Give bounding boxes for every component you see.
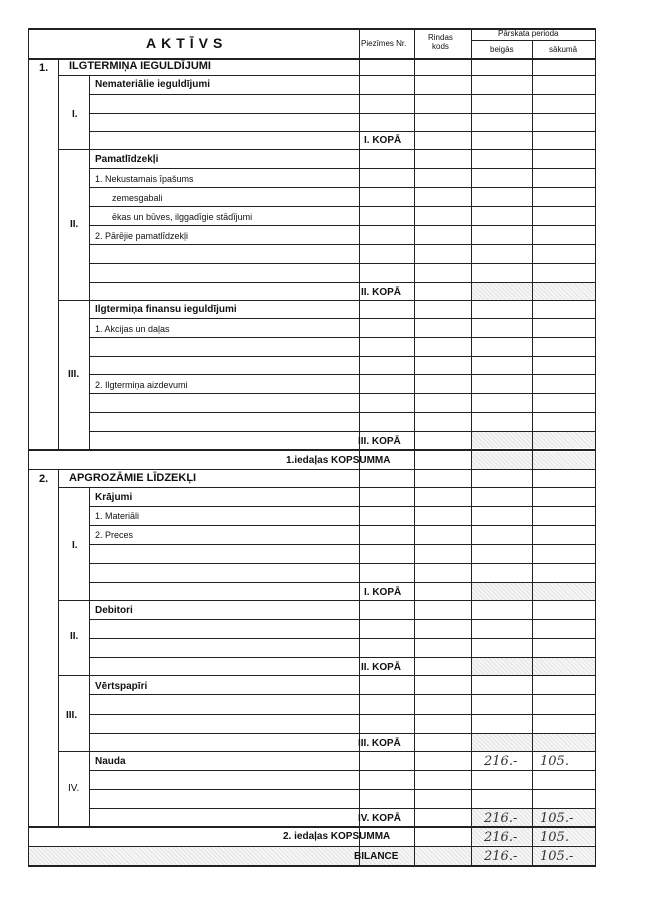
- col-line-start: [532, 58, 533, 866]
- s2-i-total: I. KOPĀ: [364, 587, 402, 598]
- s2-iv-title-bottom: [89, 770, 596, 771]
- s2-iv-roman: IV.: [68, 783, 80, 794]
- s2-iii-total-bottom: [58, 751, 596, 752]
- cash-start-value: 105.: [540, 754, 569, 769]
- s1-i-row2: [89, 131, 596, 132]
- col-line-section-number-2: [58, 469, 59, 826]
- section1-number: 1.: [39, 62, 49, 74]
- s1-iii-row1: [89, 337, 596, 338]
- s1-iii-row5: [89, 412, 596, 413]
- roman-line-s2-iii: [89, 675, 90, 751]
- s1-ii-item1a: zemesgabali: [112, 193, 163, 203]
- code-column-header-1: Rindas: [428, 33, 453, 42]
- s2-i-item1: 1. Materiāli: [95, 511, 140, 521]
- col-line-end: [471, 58, 472, 866]
- s1-i-title: Nemateriālie ieguldījumi: [95, 79, 211, 90]
- subtotal2-start-value: 105.: [540, 830, 569, 845]
- s1-iii-item2: 2. Ilgtermiņa aizdevumi: [95, 380, 188, 390]
- s2-iii-roman: III.: [66, 710, 78, 721]
- subtotal2-label: 2. iedaļas KOPSUMMA: [283, 831, 391, 842]
- s2-iii-row2: [89, 733, 596, 734]
- s1-iii-title: Ilgtermiņa finansu ieguldījumi: [95, 304, 237, 315]
- s2-iv-row2: [89, 808, 596, 809]
- border-bottom: [28, 865, 596, 867]
- s1-ii-item1: 1. Nekustamais īpašums: [95, 174, 194, 184]
- s1-ii-total-bottom: [58, 300, 596, 301]
- subtotal1-label: 1.iedaļas KOPSUMMA: [286, 455, 391, 466]
- s1-iii-item1: 1. Akcijas un daļas: [95, 324, 170, 334]
- shade-s2-iii-kopa: [471, 734, 595, 751]
- cash-total-end-value: 216.-: [484, 811, 518, 826]
- s1-iii-total: III. KOPĀ: [358, 436, 401, 447]
- s1-iii-row4: [89, 393, 596, 394]
- s2-i-roman: I.: [72, 540, 78, 551]
- s1-iii-row3: [89, 374, 596, 375]
- s2-i-item2: 2. Preces: [95, 530, 134, 540]
- s1-ii-row5: [89, 263, 596, 264]
- s1-i-title-bottom: [89, 94, 596, 95]
- s1-ii-title-bottom: [89, 168, 596, 169]
- s2-i-total-bottom: [58, 600, 596, 601]
- shade-iii-kopa: [471, 431, 595, 448]
- s2-title-bottom: [58, 487, 596, 488]
- s2-i-title-bottom: [89, 506, 596, 507]
- header-col-notes: [359, 28, 360, 58]
- shade-s2-i-kopa: [471, 583, 595, 600]
- s1-i-row1: [89, 113, 596, 114]
- s2-i-title: Krājumi: [95, 492, 133, 503]
- notes-column-header: Piezīmes Nr.: [361, 39, 407, 48]
- s2-ii-roman: II.: [70, 631, 79, 642]
- shade-s2-ii-kopa: [471, 658, 595, 675]
- s2-i-row2: [89, 544, 596, 545]
- s2-iv-title: Nauda: [95, 756, 126, 767]
- s2-ii-total-bottom: [58, 675, 596, 676]
- s1-ii-item2: 2. Pārējie pamatlīdzekļi: [95, 231, 189, 241]
- s1-iii-title-bottom: [89, 318, 596, 319]
- s2-iv-total-bottom: [28, 826, 596, 828]
- s2-iv-total: IV. KOPĀ: [358, 813, 401, 824]
- header-col-end: [471, 28, 472, 58]
- s1-iii-total-bottom: [28, 449, 596, 451]
- s1-ii-roman: II.: [70, 219, 79, 230]
- balance-label: BILANCE: [354, 851, 399, 862]
- period-column-header: Pārskata perioda: [498, 29, 559, 38]
- section2-number: 2.: [39, 473, 49, 485]
- s1-i-total: I. KOPĀ: [364, 135, 402, 146]
- s1-title-bottom: [58, 75, 596, 76]
- s2-i-row3: [89, 563, 596, 564]
- s2-iii-title: Vērtspapīri: [95, 681, 148, 692]
- section2-title: APGROZĀMIE LĪDZEKĻI: [69, 472, 197, 484]
- s1-iii-row2: [89, 356, 596, 357]
- s2-ii-title: Debitori: [95, 605, 133, 616]
- s2-i-row1: [89, 525, 596, 526]
- s1-ii-row1: [89, 187, 596, 188]
- s1-iii-row6: [89, 431, 596, 432]
- roman-line-s1-i: [89, 75, 90, 149]
- header-col-code: [414, 28, 415, 58]
- section1-title: ILGTERMIŅA IEGULDĪJUMI: [69, 60, 211, 72]
- cash-total-start-value: 105.-: [540, 811, 574, 826]
- page-title: AKTĪVS: [146, 35, 228, 51]
- subtotal2-bottom: [28, 846, 596, 847]
- s2-iv-row1: [89, 789, 596, 790]
- s1-ii-item1b: ēkas un būves, ilggadīgie stādījumi: [112, 212, 253, 222]
- s2-ii-total: II. KOPĀ: [361, 662, 402, 673]
- period-start-header: sākumā: [549, 45, 578, 54]
- header-col-start: [532, 40, 533, 58]
- balance-sheet-form: [28, 28, 596, 866]
- s2-iii-row1: [89, 714, 596, 715]
- subtotal1-bottom: [28, 469, 596, 470]
- subtotal2-end-value: 216.-: [484, 830, 518, 845]
- border-left: [28, 28, 29, 866]
- s1-i-roman: I.: [72, 109, 78, 120]
- s2-ii-title-bottom: [89, 619, 596, 620]
- s1-ii-total: II. KOPĀ: [361, 287, 402, 298]
- col-line-code: [414, 58, 415, 866]
- s1-ii-row4: [89, 244, 596, 245]
- s1-ii-row2: [89, 206, 596, 207]
- cash-end-value: 216.-: [484, 754, 518, 769]
- s1-i-total-bottom: [58, 149, 596, 150]
- period-end-header: beigās: [490, 45, 514, 54]
- shade-subtotal1: [471, 452, 595, 469]
- s1-ii-title: Pamatlīdzekļi: [95, 154, 159, 165]
- s2-iii-total: III. KOPĀ: [358, 738, 401, 749]
- s1-iii-roman: III.: [68, 369, 80, 380]
- col-line-section-number: [58, 58, 59, 449]
- border-right: [595, 28, 596, 866]
- s2-iii-title-bottom: [89, 694, 596, 695]
- s1-ii-row6: [89, 282, 596, 283]
- s2-i-row4: [89, 582, 596, 583]
- s2-ii-row2: [89, 657, 596, 658]
- shade-ii-kopa: [471, 283, 595, 300]
- code-column-header-2: kods: [432, 42, 449, 51]
- balance-end-value: 216.-: [484, 849, 518, 864]
- s2-ii-row1: [89, 638, 596, 639]
- header-period-divider: [471, 40, 595, 41]
- s1-ii-row3: [89, 225, 596, 226]
- balance-start-value: 105.-: [540, 849, 574, 864]
